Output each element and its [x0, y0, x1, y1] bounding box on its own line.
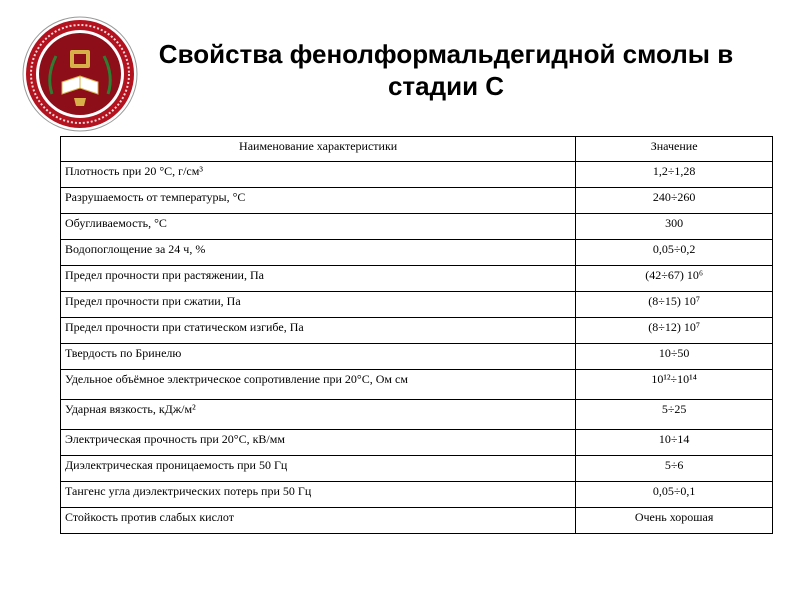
property-value: (8÷15) 10⁷: [576, 292, 773, 318]
property-name: Разрушаемость от температуры, °С: [61, 188, 576, 214]
property-name: Предел прочности при статическом изгибе, Па: [61, 318, 576, 344]
table-row: [61, 240, 773, 266]
property-value: 300: [576, 214, 773, 240]
table-row: [61, 508, 773, 534]
property-value: 10÷50: [576, 344, 773, 370]
property-value: (8÷12) 10⁷: [576, 318, 773, 344]
property-value: 5÷6: [576, 456, 773, 482]
title-line-1: Свойства фенолформальдегидной смолы в: [158, 39, 734, 69]
table-row: [61, 456, 773, 482]
title-line-2: стадии С: [387, 71, 505, 101]
property-name: Диэлектрическая проницаемость при 50 Гц: [61, 456, 576, 482]
property-name: Предел прочности при растяжении, Па: [61, 266, 576, 292]
property-value: Очень хорошая: [576, 508, 773, 534]
property-name: Плотность при 20 °С, г/см³: [61, 162, 576, 188]
property-value: 0,05÷0,2: [576, 240, 773, 266]
table-row: [61, 292, 773, 318]
property-value: 1,2÷1,28: [576, 162, 773, 188]
property-value: 5÷25: [576, 400, 773, 430]
property-name: Удельное объёмное электрическое сопротивление при 20°С, Ом см: [61, 370, 576, 400]
column-header-value: Значение: [576, 137, 773, 162]
table-row: [61, 400, 773, 430]
table-row: [61, 188, 773, 214]
table-row: [61, 370, 773, 400]
property-name: Тангенс угла диэлектрических потерь при 50 Гц: [61, 482, 576, 508]
properties-table: [60, 136, 773, 534]
university-emblem-icon: [22, 16, 138, 132]
property-name: Электрическая прочность при 20°С, кВ/мм: [61, 430, 576, 456]
table-row: [61, 162, 773, 188]
property-value: 10÷14: [576, 430, 773, 456]
property-value: 10¹²÷10¹⁴: [576, 370, 773, 400]
table-row: [61, 318, 773, 344]
property-value: 0,05÷0,1: [576, 482, 773, 508]
property-name: Ударная вязкость, кДж/м²: [61, 400, 576, 430]
property-name: Предел прочности при сжатии, Па: [61, 292, 576, 318]
table-row: [61, 482, 773, 508]
table-row: [61, 430, 773, 456]
column-header-name: Наименование характеристики: [61, 137, 576, 162]
table-row: [61, 344, 773, 370]
property-value: (42÷67) 10⁶: [576, 266, 773, 292]
property-value: 240÷260: [576, 188, 773, 214]
property-name: Обугливаемость, °С: [61, 214, 576, 240]
page-title: [140, 38, 752, 102]
property-name: Стойкость против слабых кислот: [61, 508, 576, 534]
property-name: Твердость по Бринелю: [61, 344, 576, 370]
table-row: [61, 266, 773, 292]
table-row: [61, 214, 773, 240]
property-name: Водопоглощение за 24 ч, %: [61, 240, 576, 266]
